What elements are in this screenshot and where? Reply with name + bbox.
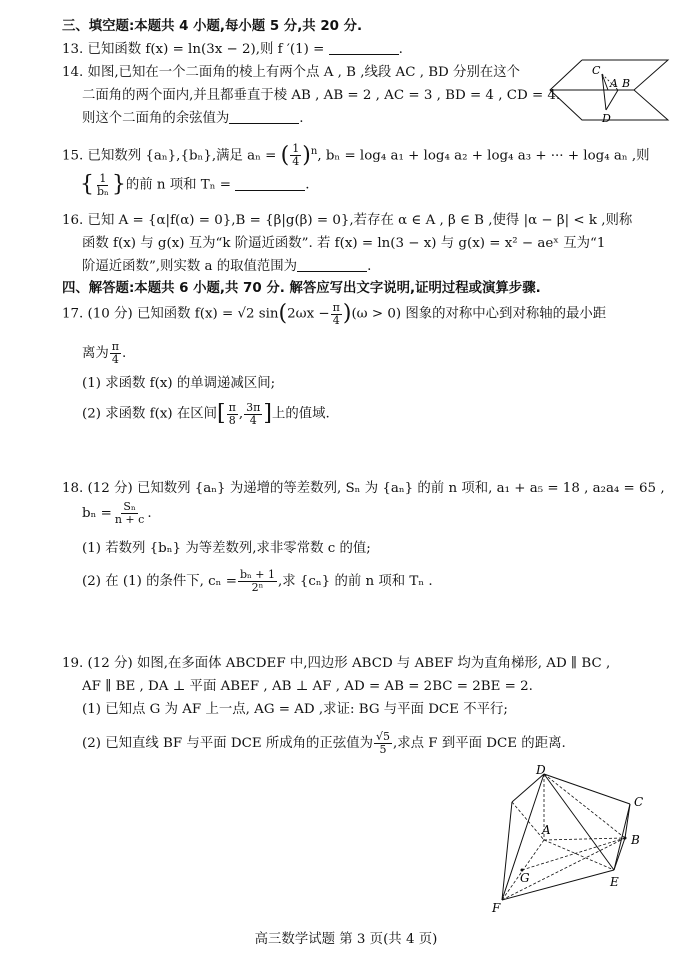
figure-label-c: C	[634, 795, 644, 809]
question-18-line-2	[82, 500, 152, 528]
q17-distance-fraction: $\frac{\pi}{4}$	[111, 340, 120, 366]
question-15-line-2: { $\frac{1}{\text{bₙ}}$ }的前 n 项和 Tₙ = .	[80, 171, 310, 198]
q15-line2-suffix: 的前 n 项和 Tₙ =	[125, 177, 236, 193]
question-14-line-1: 14. 如图,已知在一个二面角的棱上有两个点 A , B ,线段 AC , BD 分别在这个	[62, 65, 521, 80]
figure-label-b: B	[631, 833, 640, 847]
question-17-part-2: (2) 求函数 f(x) 在区间[ $\frac{\pi}{8}$ , $\frac{3\pi}{4}$ ]上的值域.	[82, 400, 330, 427]
figure-label-a: A	[610, 77, 618, 90]
question-17-line-2	[82, 340, 126, 368]
q19-sine-fraction: $\frac{√5}{5}$	[376, 730, 391, 756]
section-3-header: 三、填空题:本题共 4 小题,每小题 5 分,共 20 分.	[62, 19, 363, 34]
q17-inner: 2ωx −	[287, 306, 330, 322]
q18-part2-suffix: ,求 {cₙ} 的前 n 项和 Tₙ .	[277, 574, 433, 589]
q17-prefix: 17. (10 分) 已知函数 f(x) = √2 sin	[62, 306, 279, 322]
question-15-line-1: 15. 已知数列 {aₙ},{bₙ},满足 aₙ = ( $\frac{1}{4}$ )$^n$, bₙ = log₄ a₁ + log₄ a₂ + log₄ a₃ + ··· + log₄ aₙ ,则	[62, 142, 650, 169]
question-16-line-2: 函数 f(x) 与 g(x) 互为“k 阶逼近函数”. 若 f(x) = ln(3 − x) 与 g(x) = x² − aeˣ 互为“1	[82, 236, 606, 251]
q18-part2-prefix: (2) 在 (1) 的条件下, cₙ =	[82, 574, 237, 589]
question-17-part-1: (1) 求函数 f(x) 的单调递减区间;	[82, 376, 276, 391]
figure-label-d: D	[602, 112, 611, 125]
q18-bn-fraction: $\frac{\text{Sₙ}}{n + c}$	[114, 500, 145, 526]
question-16-line-3: 阶逼近函数”,则实数 a 的取值范围为 .	[82, 259, 372, 274]
question-14-line-3-text: 则这个二面角的余弦值为	[82, 111, 230, 126]
q15-exponent: n	[310, 146, 318, 157]
figure-label-f: F	[492, 901, 501, 914]
question-18-part-2	[82, 568, 433, 596]
answer-blank	[297, 259, 367, 272]
q15-prefix: 15. 已知数列 {aₙ},{bₙ},满足 aₙ =	[62, 148, 277, 164]
question-17-line-1: 17. (10 分) 已知函数 f(x) = √2 sin(2ωx − $\frac{\pi}{4}$ )(ω > 0) 图象的对称中心到对称轴的最小距	[62, 300, 607, 327]
answer-blank	[235, 178, 305, 191]
figure-label-e: E	[610, 875, 619, 889]
q17-part2-prefix: (2) 求函数 f(x) 在区间	[82, 406, 218, 422]
dihedral-angle-figure	[548, 56, 672, 126]
question-13-text: 13. 已知函数 f(x) = ln(3x − 2),则 f ′(1) =	[62, 42, 329, 57]
question-16-line-3-text: 阶逼近函数”,则实数 a 的取值范围为	[82, 259, 298, 274]
polyhedron-figure	[490, 762, 650, 914]
figure-label-g: G	[520, 871, 530, 885]
figure-label-c: C	[592, 64, 601, 77]
q17-line2-suffix: .	[122, 346, 127, 361]
q17-interval-start: $\frac{\pi}{8}$	[228, 400, 236, 427]
answer-blank	[329, 42, 399, 55]
question-14-line-2: 二面角的两个面内,并且都垂直于棱 AB , AB = 2 , AC = 3 , BD = 4 , CD = 4.	[82, 88, 561, 103]
question-16-line-1: 16. 已知 A = {α|f(α) = 0},B = {β|g(β) = 0},若存在 α ∈ A , β ∈ B ,使得 |α − β| < k ,则称	[62, 213, 633, 228]
question-19-line-1: 19. (12 分) 如图,在多面体 ABCDEF 中,四边形 ABCD 与 ABEF 均为直角梯形, AD ∥ BC ,	[62, 656, 611, 671]
q18-bn-suffix: .	[147, 506, 152, 521]
q15-reciprocal: $\frac{1}{\text{bₙ}}$	[97, 171, 109, 198]
q19-part2-suffix: ,求点 F 到平面 DCE 的距离.	[393, 736, 566, 751]
answer-blank	[229, 111, 299, 124]
q17-fraction: $\frac{\pi}{4}$	[332, 300, 340, 327]
question-18-line-1: 18. (12 分) 已知数列 {aₙ} 为递增的等差数列, Sₙ 为 {aₙ} 的前 n 项和, a₁ + a₅ = 18 , a₂a₄ = 65 ,	[62, 481, 665, 496]
section-4-header: 四、解答题:本题共 6 小题,共 70 分. 解答应写出文字说明,证明过程或演算步骤.	[62, 281, 541, 296]
figure-label-d: D	[536, 763, 546, 777]
question-13: 13. 已知函数 f(x) = ln(3x − 2),则 f ′(1) = .	[62, 42, 403, 57]
question-19-part-2	[82, 730, 566, 758]
question-14-line-3: 则这个二面角的余弦值为 .	[82, 111, 304, 126]
page-footer: 高三数学试题 第 3 页(共 4 页)	[254, 932, 438, 947]
q17-interval-end: $\frac{3\pi}{4}$	[246, 400, 261, 427]
question-19-part-1: (1) 已知点 G 为 AF 上一点, AG = AD ,求证: BG 与平面 DCE 不平行;	[82, 702, 508, 717]
q15-fraction: $\frac{1}{4}$	[292, 142, 300, 169]
q17-line2-prefix: 离为	[82, 346, 109, 361]
q18-cn-fraction: $\frac{\text{bₙ + 1}}{\text{2ⁿ}}$	[239, 568, 275, 594]
question-18-part-1: (1) 若数列 {bₙ} 为等差数列,求非零常数 c 的值;	[82, 541, 371, 556]
figure-label-a: A	[542, 823, 551, 837]
q18-bn-prefix: bₙ =	[82, 506, 112, 521]
q17-suffix: (ω > 0) 图象的对称中心到对称轴的最小距	[351, 306, 607, 322]
q15-suffix: , bₙ = log₄ a₁ + log₄ a₂ + log₄ a₃ + ··· + log₄ aₙ ,则	[317, 148, 650, 164]
q17-part2-suffix: 上的值域.	[271, 406, 330, 422]
figure-label-b: B	[622, 77, 631, 90]
question-19-line-2: AF ∥ BE , DA ⊥ 平面 ABEF , AB ⊥ AF , AD = AB = 2BC = 2BE = 2.	[82, 679, 533, 694]
q19-part2-prefix: (2) 已知直线 BF 与平面 DCE 所成角的正弦值为	[82, 736, 373, 751]
